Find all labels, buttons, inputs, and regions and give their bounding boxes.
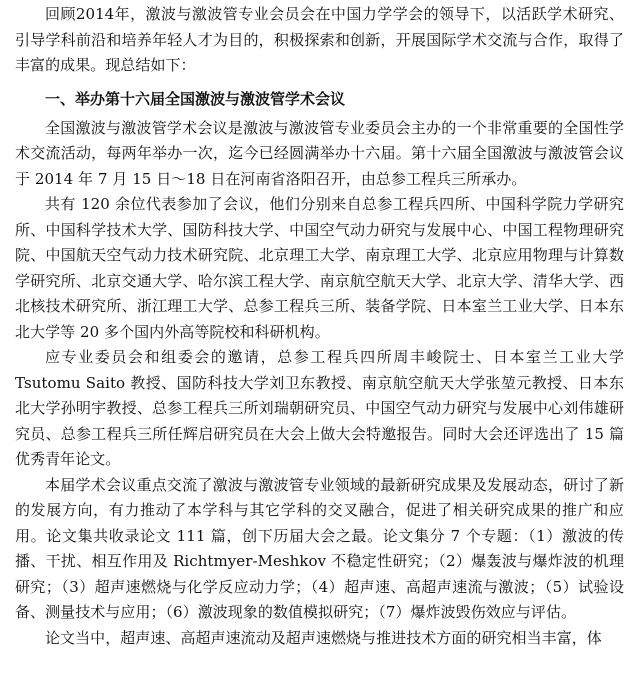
- intro-paragraph: 回顾2014年，激波与激波管专业会员会在中国力学学会的领导下，以活跃学术研究、引导学科前沿和培养年轻人才为目的，积极探索和创新，开展国际学术交流与合作，取得了丰富的成果。现总结如下：: [15, 5, 624, 74]
- paragraph-topics: 本届学术会议重点交流了激波与激波管专业领域的最新研究成果及发展动态，研讨了新的发展方向，有力推动了本学科与其它学科的交叉融合，促进了相关研究成果的推广和应用。论文集共收录论文 111 篇，创下历届大会之最。论文集分 7 个专题：（1）激波的传播、干扰、相互作用及 Richtmyer-Meshkov 不稳定性研究；（2）爆轰波与爆炸波的机理研究；（3）超声速燃烧与化学反应动力学；（4）超声速、高超声速流与激波；（5）试验设备、测量技术与应用；（6）激波现象的数值模拟研究；（7）爆炸波毁伤效应与评估。: [15, 475, 624, 621]
- paragraph-papers: 论文当中，超声速、高超声速流动及超声速燃烧与推进技术方面的研究相当丰富，体: [45, 628, 602, 647]
- paragraph-invited-reports: 应专业委员会和组委会的邀请，总参工程兵四所周丰峻院士、日本室兰工业大学 Tsutomu Saito 教授、国防科技大学刘卫东教授、南京航空航天大学张堃元教授、日本东北大学孙明宇教授、总参工程兵三所刘瑞朝研究员、中国空气动力研究与发展中心刘伟雄研究员、总参工程兵三所任辉启研究员在大会上做大会特邀报告。同时大会还评选出了 15 篇优秀青年论文。: [15, 348, 624, 468]
- paragraph-conference-overview: 全国激波与激波管学术会议是激波与激波管专业委员会主办的一个非常重要的全国性学术交流活动，每两年举办一次，迄今已经圆满举办十六届。第十六届全国激波与激波管会议于 2014 年 7 月 15 日～18 日在河南省洛阳召开，由总参工程兵三所承办。: [15, 118, 624, 188]
- paragraph-participants: 共有 120 余位代表参加了会议，他们分别来自总参工程兵四所、中国科学院力学研究所、中国科学技术大学、国防科技大学、中国空气动力研究与发展中心、中国工程物理研究院、中国航天空气动力技术研究院、北京理工大学、南京理工大学、北京应用物理与计算数学研究所、北京交通大学、哈尔滨工程大学、南京航空航天大学、北京大学、清华大学、西北核技术研究所、浙江理工大学、总参工程兵三所、装备学院、日本室兰工业大学、日本东北大学等 20 多个国内外高等院校和科研机构。: [15, 195, 624, 341]
- section-heading: 一、举办第十六届全国激波与激波管学术会议: [45, 89, 346, 108]
